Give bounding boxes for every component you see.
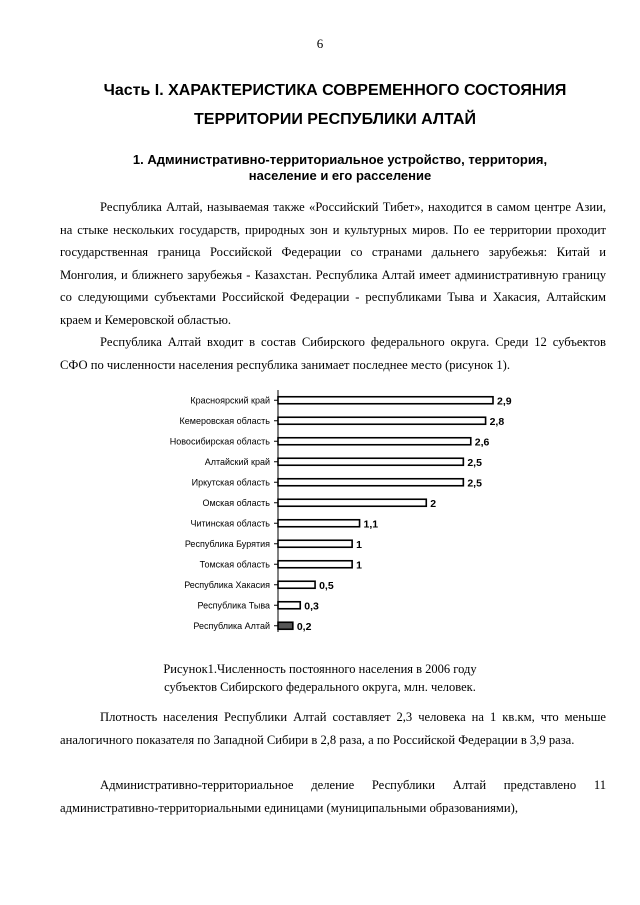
chart-bar — [278, 540, 352, 547]
chart-category-label: Республика Алтай — [193, 620, 270, 631]
chart-category-label: Республика Бурятия — [184, 538, 270, 549]
chart-category-label: Томская область — [199, 559, 270, 570]
chart-bar — [278, 417, 486, 424]
chart-category-label: Республика Тыва — [197, 600, 270, 611]
chart-value-label: 2 — [430, 497, 437, 510]
page-number: 6 — [316, 36, 324, 51]
paragraph-admin-division: Административно-территориальное деление Республики Алтай представлено 11 административно-территориальными единицами (муниципальными образованиями), — [60, 778, 606, 815]
section-title-line2: население и его расселение — [248, 168, 432, 183]
chart-category-label: Иркутская область — [191, 477, 270, 488]
chart-value-label: 2,6 — [474, 436, 490, 449]
figure-caption-line2: субъектов Сибирского федерального округа, млн. человек. — [164, 680, 476, 694]
chapter-title-line2: ТЕРРИТОРИИ РЕСПУБЛИКИ АЛТАЙ — [194, 111, 476, 128]
chart-value-label: 2,5 — [467, 477, 482, 490]
paragraph-density: Плотность населения Республики Алтай составляет 2,3 человека на 1 кв.км, что меньше аналогичного показателя по Западной Сибири в 2,8 раза, а по Российской Федерации в 3,9 раза. — [60, 710, 606, 747]
chart-category-label: Алтайский край — [204, 456, 270, 467]
chart-category-label: Новосибирская область — [169, 436, 270, 447]
population-bar-chart — [120, 382, 520, 632]
chart-value-label: 1,1 — [363, 518, 379, 531]
chart-bar — [278, 397, 493, 404]
chart-bar — [278, 499, 426, 506]
section-title-line1: 1. Административно-территориальное устройство, территория, — [132, 152, 548, 167]
chart-value-label: 1 — [356, 559, 362, 572]
chart-category-label: Омская область — [202, 497, 270, 508]
chart-bar — [278, 581, 315, 588]
chart-value-label: 0,3 — [304, 600, 319, 613]
chart-bar — [278, 602, 300, 609]
chart-value-label: 2,8 — [489, 415, 505, 428]
chart-category-label: Кемеровская область — [179, 415, 270, 426]
paragraph-federal-district: Республика Алтай входит в состав Сибирского федерального округа. Среди 12 субъектов СФО по численности населения республика занимает последнее место (рисунок 1). — [60, 335, 606, 372]
chart-bar — [278, 520, 360, 527]
chart-bar — [278, 458, 463, 465]
chart-value-label: 0,5 — [319, 579, 334, 592]
chapter-title-line1: Часть I. ХАРАКТЕРИСТИКА СОВРЕМЕННОГО СОСТОЯНИЯ — [103, 82, 567, 99]
chart-value-label: 2,9 — [497, 395, 512, 408]
chart-value-label: 0,2 — [296, 620, 312, 632]
chart-category-label: Республика Хакасия — [184, 579, 270, 590]
chart-category-label: Красноярский край — [190, 395, 270, 406]
chart-bar — [278, 438, 471, 445]
paragraph-intro: Республика Алтай, называемая также «Российский Тибет», находится в самом центре Азии, на стыке нескольких государств, природных зон и культурных миров. По ее территории проходит государственная граница Российской Федерации со странами дальнего зарубежья: Китай и Монголия, и ближнего зарубежья - Казахстан. Республика Алтай имеет административную границу со следующими субъектами Российской Федерации - республиками Тыва и Хакасия, Алтайским краем и Кемеровской областью. — [60, 200, 606, 327]
chart-bar — [278, 479, 463, 486]
chart-value-label: 1 — [356, 538, 362, 551]
chart-category-label: Читинская область — [190, 518, 270, 529]
chart-bar — [278, 622, 293, 629]
figure-caption-line1: Рисунок1.Численность постоянного населения в 2006 году — [163, 662, 477, 676]
chart-value-label: 2,5 — [467, 456, 482, 469]
chart-bar — [278, 561, 352, 568]
